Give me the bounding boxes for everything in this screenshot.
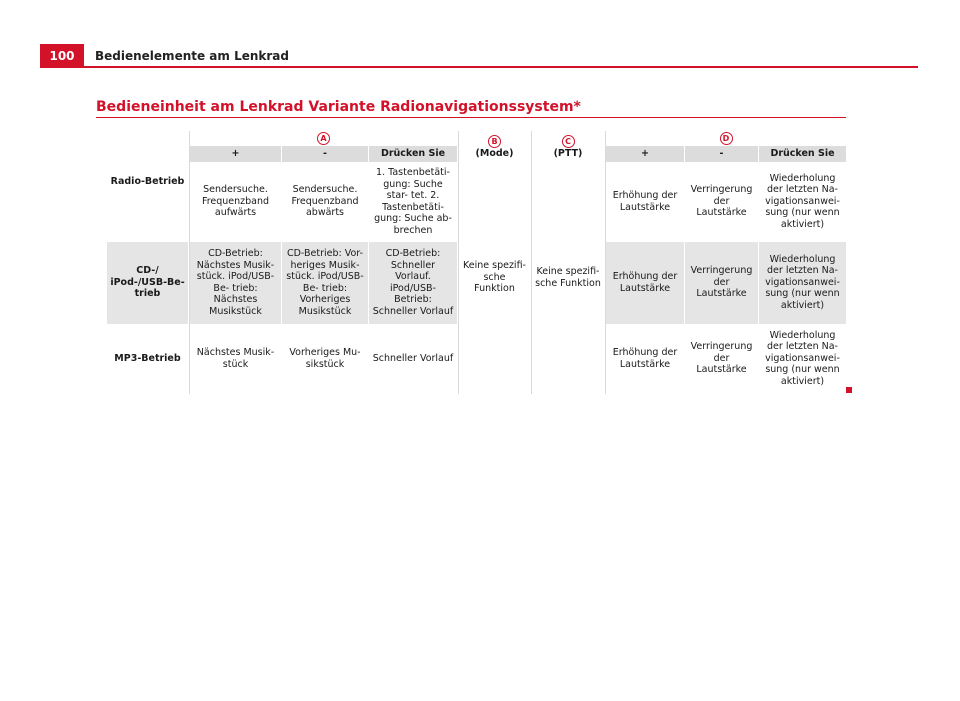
cell-a-plus: Nächstes Musik- stück (189, 324, 282, 394)
group-b-label: (Mode) (475, 148, 514, 159)
cell-d-plus: Erhöhung der Lautstärke (605, 324, 685, 394)
cell-c-shared: Keine spezifi- sche Funktion (531, 162, 605, 394)
cell-d-press: Wiederholung der letzten Na- vigationsanwei- sung (nur wenn aktiviert) (759, 324, 847, 394)
end-of-section-marker (846, 387, 852, 393)
group-c-label: (PTT) (553, 148, 583, 159)
subheader-a-press: Drücken Sie (369, 146, 458, 162)
cell-a-press: CD-Betrieb: Schneller Vorlauf. iPod/USB-Betrieb: Schneller Vorlauf (369, 242, 458, 324)
cell-d-minus: Verringerung der Lautstärke (685, 162, 759, 242)
chapter-title: Bedienelemente am Lenkrad (95, 49, 289, 63)
cell-d-press: Wiederholung der letzten Na- vigationsanwei- sung (nur wenn aktiviert) (759, 162, 847, 242)
row-label: MP3-Betrieb (107, 324, 189, 394)
subheader-d-press: Drücken Sie (759, 146, 847, 162)
subheader-d-minus: - (685, 146, 759, 162)
section-title: Bedieneinheit am Lenkrad Variante Radionavigationssystem* (96, 99, 581, 115)
subheader-a-minus: - (282, 146, 369, 162)
section-rule (96, 117, 846, 118)
subheader-d-plus: + (605, 146, 685, 162)
group-b-header (458, 131, 531, 162)
cell-d-press: Wiederholung der letzten Na- vigationsanwei- sung (nur wenn aktiviert) (759, 242, 847, 324)
cell-d-minus: Verringerung der Lautstärke (685, 242, 759, 324)
row-label: Radio-Betrieb (107, 162, 189, 242)
cell-a-press: Schneller Vorlauf (369, 324, 458, 394)
badge-a: A (317, 132, 330, 145)
header-rule (84, 66, 918, 68)
cell-a-minus: Vorheriges Mu- sikstück (282, 324, 369, 394)
table-row (107, 162, 847, 242)
controls-table (107, 131, 847, 394)
group-c-header (531, 131, 605, 162)
group-d-header (605, 131, 847, 146)
group-a-header (189, 131, 458, 146)
cell-a-minus: Sendersuche. Frequenzband abwärts (282, 162, 369, 242)
cell-a-plus: Sendersuche. Frequenzband aufwärts (189, 162, 282, 242)
row-label: CD-/ iPod-/USB-Be- trieb (107, 242, 189, 324)
subheader-a-plus: + (189, 146, 282, 162)
cell-a-minus: CD-Betrieb: Vor- heriges Musik- stück. iPod/USB-Be- trieb: Vorheriges Musikstück (282, 242, 369, 324)
cell-a-plus: CD-Betrieb: Nächstes Musik- stück. iPod/USB-Be- trieb: Nächstes Musikstück (189, 242, 282, 324)
badge-d: D (720, 132, 733, 145)
cell-a-press: 1. Tastenbetäti- gung: Suche star- tet. 2. Tastenbetäti- gung: Suche ab- brechen (369, 162, 458, 242)
cell-d-minus: Verringerung der Lautstärke (685, 324, 759, 394)
badge-c: C (562, 135, 575, 148)
cell-d-plus: Erhöhung der Lautstärke (605, 162, 685, 242)
page-number: 100 (40, 44, 84, 68)
cell-b-shared: Keine spezifi- sche Funktion (458, 162, 531, 394)
header-row-groups (107, 131, 847, 146)
badge-b: B (488, 135, 501, 148)
cell-d-plus: Erhöhung der Lautstärke (605, 242, 685, 324)
